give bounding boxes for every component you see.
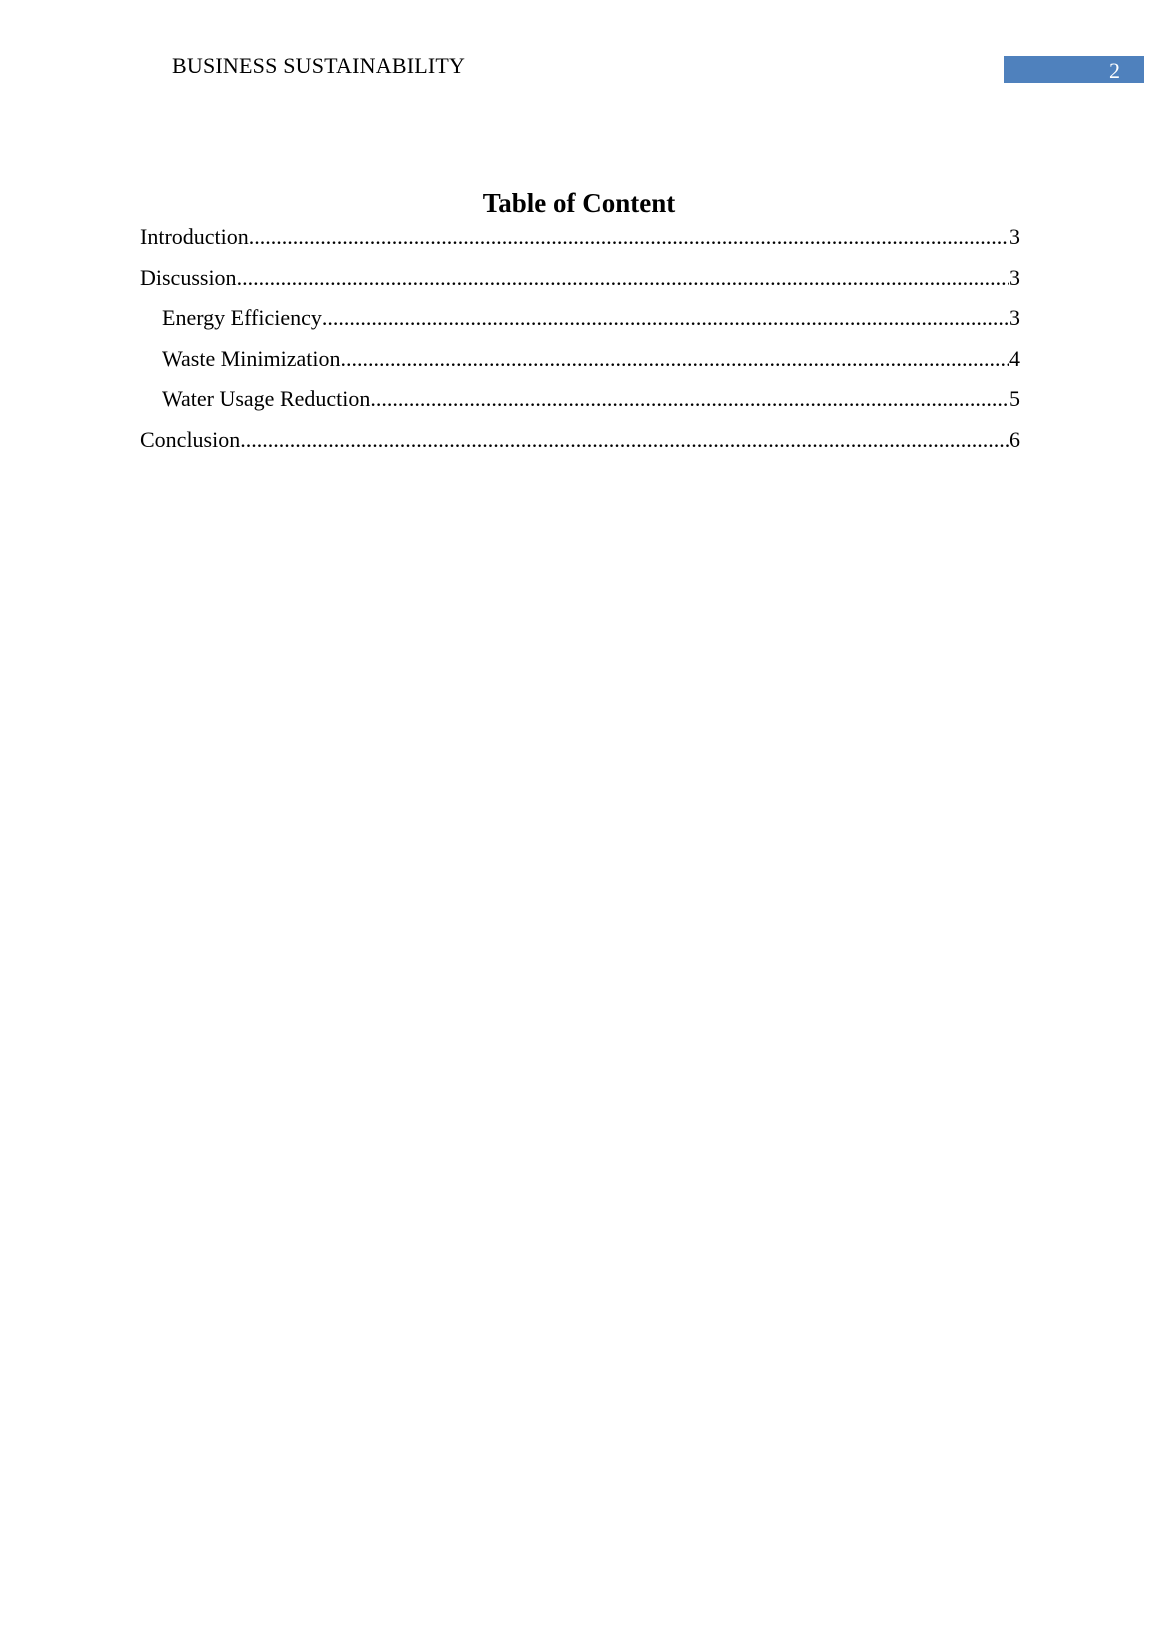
toc-dot-leader [322,303,1009,333]
page-number-box [1004,56,1144,83]
toc-dot-leader [240,425,1009,455]
toc-list [140,222,1020,466]
toc-entry-page: 5 [1009,386,1020,412]
toc-entry-label: Water Usage Reduction [162,386,371,412]
toc-title: Table of Content [482,188,676,218]
toc-entry-energy-efficiency[interactable] [140,303,1020,344]
toc-entry-label: Energy Efficiency [162,305,322,331]
running-head: BUSINESS SUSTAINABILITY [172,53,466,78]
toc-entry-page: 3 [1009,224,1020,249]
page-number: 2 [1109,58,1120,83]
toc-dot-leader [237,263,1009,293]
toc-dot-leader [249,222,1009,252]
toc-entry-page: 3 [1009,305,1020,331]
toc-entry-page: 3 [1009,264,1020,290]
toc-entry-label: Conclusion [140,426,241,452]
toc-entry-conclusion[interactable] [140,425,1020,466]
toc-entry-introduction[interactable] [140,222,1020,263]
toc-entry-label: Discussion [140,264,237,290]
toc-entry-label: Introduction [140,224,249,249]
toc-entry-waste-minimization[interactable] [140,344,1020,385]
toc-dot-leader [370,384,1009,414]
toc-entry-water-usage-reduction[interactable] [140,384,1020,425]
toc-entry-page: 4 [1009,345,1020,371]
toc-entry-label: Waste Minimization [162,345,341,371]
toc-entry-page: 6 [1009,426,1020,452]
toc-entry-discussion[interactable] [140,263,1020,304]
toc-dot-leader [340,344,1009,374]
